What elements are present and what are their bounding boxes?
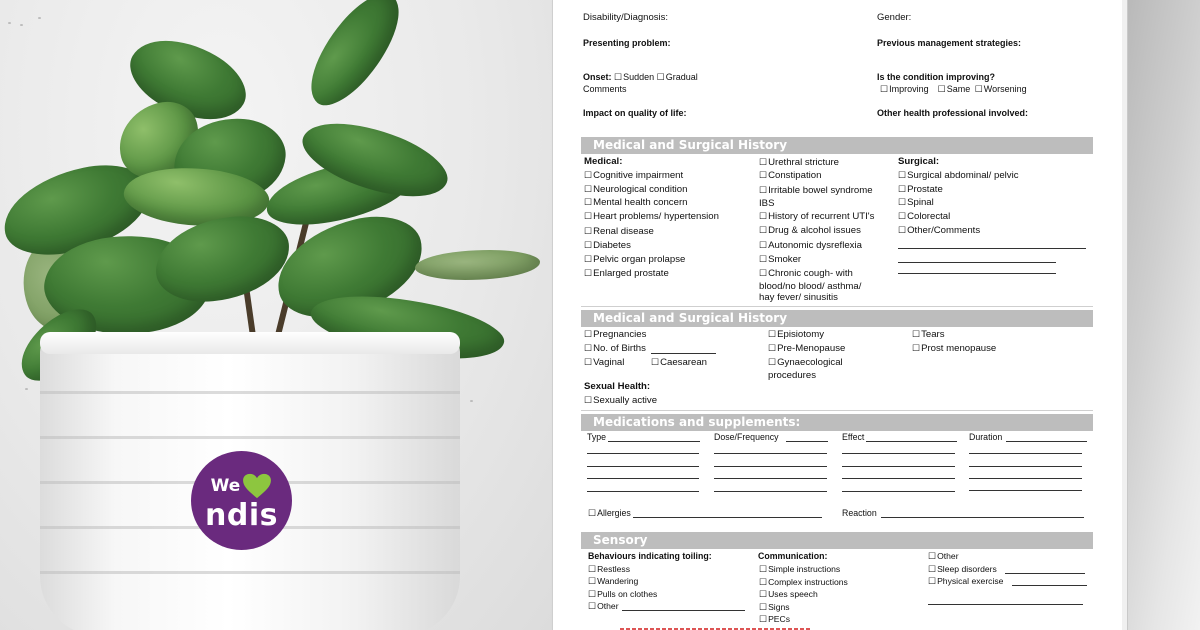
checkbox-caesarean[interactable]: ☐ Caesarean: [651, 356, 707, 369]
checkbox-pecs[interactable]: ☐ PECs: [759, 613, 790, 626]
med-row-line[interactable]: [969, 453, 1082, 454]
reaction-line[interactable]: [881, 517, 1084, 518]
plant-photo: [0, 0, 555, 630]
onset-sudden-checkbox[interactable]: ☐ Sudden: [614, 72, 654, 82]
sensory-notes-line[interactable]: [928, 604, 1083, 605]
checkbox-urethral-stricture[interactable]: ☐ Urethral stricture: [759, 156, 839, 169]
checkbox-simple-instructions[interactable]: ☐ Simple instructions: [759, 563, 840, 576]
duration-line[interactable]: [1006, 441, 1087, 442]
heart-icon: [242, 473, 272, 499]
disability-diagnosis-label: Disability/Diagnosis:: [583, 12, 669, 23]
checkbox-allergies[interactable]: ☐ Allergies: [588, 507, 631, 520]
checkbox-pre-menopause[interactable]: ☐ Pre-Menopause: [768, 342, 845, 355]
onset-label: Onset:: [583, 72, 612, 82]
type-line[interactable]: [608, 441, 700, 442]
badge-we-text: We: [210, 475, 241, 496]
we-love-ndis-badge: [191, 451, 292, 550]
checkbox-drug-alcohol[interactable]: ☐ Drug & alcohol issues: [759, 224, 861, 237]
checkbox-restless[interactable]: ☐ Restless: [588, 563, 630, 576]
checkbox-prostate[interactable]: ☐ Prostate: [898, 183, 943, 196]
onset-gradual-checkbox[interactable]: ☐ Gradual: [657, 72, 698, 82]
checkbox-no-of-births[interactable]: ☐ No. of Births: [584, 342, 646, 355]
worsening-checkbox[interactable]: ☐ Worsening: [975, 84, 1027, 94]
checkbox-other-sensory[interactable]: ☐ Other: [928, 550, 959, 563]
impact-quality-label: Impact on quality of life:: [583, 108, 687, 118]
checkbox-renal-disease[interactable]: ☐ Renal disease: [584, 225, 654, 238]
medical-heading: Medical:: [584, 156, 623, 167]
checkbox-colorectal[interactable]: ☐ Colorectal: [898, 210, 950, 223]
section-sensory-header: Sensory: [581, 532, 1093, 549]
reaction-label: Reaction: [842, 508, 877, 518]
checkbox-cognitive-impairment[interactable]: ☐ Cognitive impairment: [584, 169, 683, 182]
comments-line-1[interactable]: [898, 248, 1086, 249]
checkbox-irritable-bowel[interactable]: ☐ Irritable bowel syndrome: [759, 184, 873, 197]
checkbox-wandering[interactable]: ☐ Wandering: [588, 575, 638, 588]
pot-rim: [40, 332, 460, 354]
other-behaviour-line[interactable]: [622, 610, 745, 611]
checkbox-heart-problems[interactable]: ☐ Heart problems/ hypertension: [584, 210, 719, 223]
checkbox-pregnancies[interactable]: ☐ Pregnancies: [584, 328, 646, 341]
med-row-line[interactable]: [587, 453, 699, 454]
med-row-line[interactable]: [714, 491, 827, 492]
gender-label: Gender:: [877, 12, 912, 23]
checkbox-sleep-disorders[interactable]: ☐ Sleep disorders: [928, 563, 997, 576]
comments-line-2[interactable]: [898, 262, 1056, 263]
checkbox-spinal[interactable]: ☐ Spinal: [898, 196, 934, 209]
med-row-line[interactable]: [587, 466, 699, 467]
med-row-line[interactable]: [842, 491, 955, 492]
sleep-disorders-line[interactable]: [1005, 573, 1085, 574]
checkbox-episiotomy[interactable]: ☐ Episiotomy: [768, 328, 824, 341]
checkbox-autonomic-dysreflexia[interactable]: ☐ Autonomic dysreflexia: [759, 239, 862, 252]
checkbox-post-menopause[interactable]: ☐ Prost menopause: [912, 342, 996, 355]
column-duration-label: Duration: [969, 432, 1003, 442]
checkbox-other-behaviour[interactable]: ☐ Other: [588, 600, 619, 613]
improving-options: [880, 84, 1027, 95]
checkbox-pelvic-organ-prolapse[interactable]: ☐ Pelvic organ prolapse: [584, 253, 685, 266]
physical-exercise-line[interactable]: [1012, 585, 1087, 586]
previous-management-label: Previous management strategies:: [877, 38, 1022, 48]
checkbox-constipation[interactable]: ☐ Constipation: [759, 169, 821, 182]
onset-row: [583, 72, 698, 83]
med-row-line[interactable]: [842, 466, 955, 467]
section-medical-surgical-history-header: Medical and Surgical History: [581, 137, 1093, 154]
checkbox-pulls-on-clothes[interactable]: ☐ Pulls on clothes: [588, 588, 657, 601]
divider: [581, 306, 1093, 307]
same-checkbox[interactable]: ☐ Same: [938, 84, 971, 94]
med-row-line[interactable]: [969, 490, 1082, 491]
improving-checkbox[interactable]: ☐ Improving: [880, 84, 929, 94]
checkbox-enlarged-prostate[interactable]: ☐ Enlarged prostate: [584, 267, 669, 280]
med-row-line[interactable]: [714, 453, 827, 454]
checkbox-surgical-abdominal-pelvic[interactable]: ☐ Surgical abdominal/ pelvic: [898, 169, 1019, 182]
sexual-health-heading: Sexual Health:: [584, 381, 651, 392]
checkbox-chronic-cough[interactable]: ☐ Chronic cough- with: [759, 267, 853, 280]
checkbox-signs[interactable]: ☐ Signs: [759, 601, 790, 614]
checkbox-tears[interactable]: ☐ Tears: [912, 328, 945, 341]
med-row-line[interactable]: [587, 491, 699, 492]
presenting-problem-label: Presenting problem:: [583, 38, 671, 48]
communication-heading: Communication:: [758, 551, 828, 561]
section-medications-header: Medications and supplements:: [581, 414, 1093, 431]
checkbox-gynaecological[interactable]: ☐ Gynaecological: [768, 356, 843, 369]
checkbox-sexually-active[interactable]: ☐ Sexually active: [584, 394, 657, 407]
checkbox-recurrent-uti[interactable]: ☐ History of recurrent UTI's: [759, 210, 874, 223]
checkbox-diabetes[interactable]: ☐ Diabetes: [584, 239, 631, 252]
med-row-line[interactable]: [714, 466, 827, 467]
cough-continuation-2: hay fever/ sinusitis: [759, 292, 838, 303]
column-dose-label: Dose/Frequency: [714, 432, 779, 442]
checkbox-vaginal[interactable]: ☐ Vaginal: [584, 356, 624, 369]
checkbox-neurological-condition[interactable]: ☐ Neurological condition: [584, 183, 687, 196]
column-type-label: Type: [587, 432, 607, 442]
cough-continuation-1: blood/no blood/ asthma/: [759, 281, 862, 292]
med-row-line[interactable]: [842, 478, 955, 479]
gynaecological-continuation: procedures: [768, 370, 816, 381]
column-effect-label: Effect: [842, 432, 865, 442]
checkbox-complex-instructions[interactable]: ☐ Complex instructions: [759, 576, 848, 589]
checkbox-mental-health-concern[interactable]: ☐ Mental health concern: [584, 196, 687, 209]
dose-line[interactable]: [786, 441, 828, 442]
section-obstetric-history-header: Medical and Surgical History: [581, 310, 1093, 327]
other-health-professional-label: Other health professional involved:: [877, 108, 1029, 118]
med-row-line[interactable]: [842, 453, 955, 454]
improving-question: Is the condition improving?: [877, 72, 995, 82]
background-wall-right: [1128, 0, 1200, 630]
ibs-text: IBS: [759, 198, 775, 209]
divider: [581, 410, 1093, 411]
med-row-line[interactable]: [587, 478, 699, 479]
allergies-line[interactable]: [633, 517, 822, 518]
comments-label: Comments: [583, 84, 627, 94]
effect-line[interactable]: [866, 441, 957, 442]
comments-line-3[interactable]: [898, 273, 1056, 274]
med-row-line[interactable]: [969, 478, 1082, 479]
checkbox-other-comments[interactable]: ☐ Other/Comments: [898, 224, 980, 237]
checkbox-smoker[interactable]: ☐ Smoker: [759, 253, 801, 266]
med-row-line[interactable]: [969, 466, 1082, 467]
med-row-line[interactable]: [714, 478, 827, 479]
badge-ndis-text: ndis: [205, 497, 278, 533]
births-count-line[interactable]: [651, 353, 716, 354]
checkbox-uses-speech[interactable]: ☐ Uses speech: [759, 588, 818, 601]
checkbox-physical-exercise[interactable]: ☐ Physical exercise: [928, 575, 1003, 588]
surgical-heading: Surgical:: [898, 156, 940, 167]
behaviours-heading: Behaviours indicating toiling:: [588, 551, 712, 561]
